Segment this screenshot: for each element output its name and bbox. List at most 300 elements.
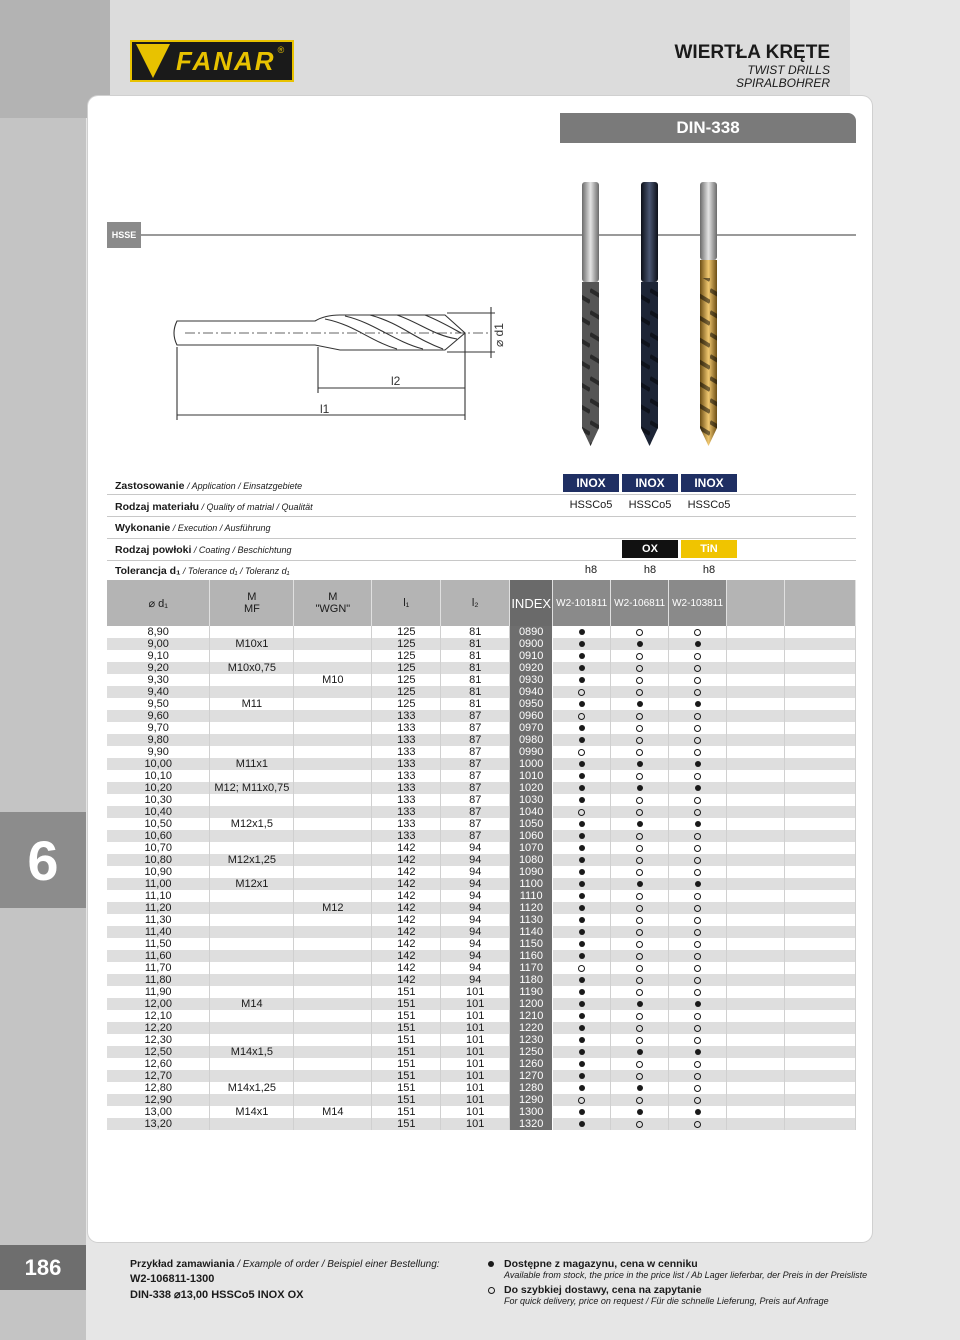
in-stock-icon xyxy=(695,1049,701,1055)
cell-empty xyxy=(727,818,785,830)
cell-wgn xyxy=(294,998,372,1010)
cell-l2: 87 xyxy=(441,710,510,722)
cell-availability xyxy=(611,962,669,974)
cell-index: 0960 xyxy=(510,710,553,722)
cell-d1: 10,80 xyxy=(107,854,210,866)
table-row xyxy=(107,722,856,734)
cell-wgn xyxy=(294,686,372,698)
cell-mf xyxy=(210,626,294,638)
cell-empty xyxy=(785,1106,856,1118)
cell-availability xyxy=(553,866,611,878)
cell-l1: 142 xyxy=(372,866,441,878)
cell-l1: 151 xyxy=(372,1058,441,1070)
cell-wgn xyxy=(294,842,372,854)
cell-d1: 8,90 xyxy=(107,626,210,638)
on-request-icon xyxy=(636,713,643,720)
cell-l2: 81 xyxy=(441,650,510,662)
cell-availability xyxy=(611,650,669,662)
cell-availability xyxy=(611,626,669,638)
cell-empty xyxy=(727,1010,785,1022)
cell-l1: 142 xyxy=(372,914,441,926)
in-stock-icon xyxy=(488,1261,494,1267)
cell-wgn xyxy=(294,1058,372,1070)
cell-empty xyxy=(785,854,856,866)
cell-mf xyxy=(210,650,294,662)
cell-l1: 125 xyxy=(372,698,441,710)
col-index: INDEX xyxy=(510,580,553,626)
cell-availability xyxy=(553,698,611,710)
cell-mf xyxy=(210,914,294,926)
cell-availability xyxy=(553,1034,611,1046)
cell-l1: 142 xyxy=(372,926,441,938)
cell-mf: M14x1,25 xyxy=(210,1082,294,1094)
cell-empty xyxy=(785,926,856,938)
cell-d1: 9,10 xyxy=(107,650,210,662)
cell-availability xyxy=(669,638,727,650)
material-value: HSSCo5 xyxy=(687,499,731,511)
table-row xyxy=(107,914,856,926)
table-row xyxy=(107,818,856,830)
cell-availability xyxy=(611,902,669,914)
cell-empty xyxy=(785,1118,856,1130)
cell-wgn xyxy=(294,794,372,806)
cell-availability xyxy=(611,1070,669,1082)
in-stock-icon xyxy=(579,881,585,887)
material-value: HSSCo5 xyxy=(569,499,613,511)
cell-wgn xyxy=(294,830,372,842)
cell-empty xyxy=(727,902,785,914)
cell-d1: 12,90 xyxy=(107,1094,210,1106)
cell-wgn xyxy=(294,710,372,722)
cell-availability xyxy=(553,806,611,818)
table-header xyxy=(107,580,856,626)
cell-d1: 10,00 xyxy=(107,758,210,770)
in-stock-icon xyxy=(637,701,643,707)
cell-availability xyxy=(553,830,611,842)
cell-l2: 94 xyxy=(441,854,510,866)
cell-availability xyxy=(611,854,669,866)
cell-empty xyxy=(785,770,856,782)
table-row xyxy=(107,902,856,914)
cell-l1: 151 xyxy=(372,1010,441,1022)
table-row xyxy=(107,878,856,890)
in-stock-icon xyxy=(695,785,701,791)
cell-l1: 151 xyxy=(372,986,441,998)
in-stock-icon xyxy=(579,737,585,743)
cell-l2: 101 xyxy=(441,998,510,1010)
cell-wgn xyxy=(294,1046,372,1058)
table-row xyxy=(107,806,856,818)
on-request-icon xyxy=(694,1121,701,1128)
cell-availability xyxy=(553,650,611,662)
on-request-icon xyxy=(636,905,643,912)
in-stock-icon xyxy=(637,881,643,887)
cell-availability xyxy=(669,650,727,662)
prop-application: Zastosowanie / Application / Einsatzgebiete xyxy=(115,480,303,492)
divider xyxy=(107,538,856,539)
cell-availability xyxy=(611,950,669,962)
cell-empty xyxy=(727,710,785,722)
cell-wgn xyxy=(294,1034,372,1046)
table-row xyxy=(107,1118,856,1130)
cell-l1: 125 xyxy=(372,650,441,662)
cell-availability xyxy=(553,722,611,734)
cell-wgn xyxy=(294,662,372,674)
page-number: 186 xyxy=(0,1245,86,1290)
cell-empty xyxy=(785,890,856,902)
cell-l2: 87 xyxy=(441,806,510,818)
cell-l2: 101 xyxy=(441,1022,510,1034)
in-stock-icon xyxy=(579,1121,585,1127)
cell-availability xyxy=(611,938,669,950)
in-stock-icon xyxy=(579,1013,585,1019)
cell-d1: 9,00 xyxy=(107,638,210,650)
cell-empty xyxy=(785,974,856,986)
cell-wgn xyxy=(294,890,372,902)
drill-silver xyxy=(582,182,599,446)
cell-empty xyxy=(727,1118,785,1130)
cell-wgn xyxy=(294,1082,372,1094)
in-stock-icon xyxy=(579,1037,585,1043)
cell-empty xyxy=(727,890,785,902)
cell-mf xyxy=(210,674,294,686)
cell-index: 1130 xyxy=(510,914,553,926)
cell-l1: 142 xyxy=(372,902,441,914)
on-request-icon xyxy=(636,1013,643,1020)
on-request-icon xyxy=(636,941,643,948)
on-request-icon xyxy=(694,833,701,840)
cell-empty xyxy=(727,686,785,698)
cell-wgn xyxy=(294,974,372,986)
on-request-icon xyxy=(694,965,701,972)
table-row xyxy=(107,1010,856,1022)
cell-l1: 142 xyxy=(372,974,441,986)
on-request-icon xyxy=(636,737,643,744)
cell-availability xyxy=(669,698,727,710)
on-request-icon xyxy=(578,965,585,972)
on-request-icon xyxy=(694,893,701,900)
cell-availability xyxy=(669,890,727,902)
material-tag: HSSE xyxy=(107,222,141,248)
cell-availability xyxy=(553,710,611,722)
cell-availability xyxy=(669,722,727,734)
cell-index: 1160 xyxy=(510,950,553,962)
cell-availability xyxy=(669,626,727,638)
on-request-icon xyxy=(694,1013,701,1020)
cell-d1: 9,50 xyxy=(107,698,210,710)
cell-l2: 94 xyxy=(441,890,510,902)
cell-wgn: M14 xyxy=(294,1106,372,1118)
cell-availability xyxy=(611,1118,669,1130)
cell-d1: 9,20 xyxy=(107,662,210,674)
cell-index: 1050 xyxy=(510,818,553,830)
cell-wgn xyxy=(294,758,372,770)
on-request-icon xyxy=(694,953,701,960)
on-request-icon xyxy=(694,713,701,720)
cell-index: 1210 xyxy=(510,1010,553,1022)
cell-availability xyxy=(669,926,727,938)
on-request-icon xyxy=(694,941,701,948)
cell-l1: 125 xyxy=(372,686,441,698)
on-request-icon xyxy=(636,689,643,696)
cell-empty xyxy=(785,866,856,878)
cell-d1: 13,00 xyxy=(107,1106,210,1118)
application-value: INOX xyxy=(681,474,737,492)
cell-availability xyxy=(553,758,611,770)
cell-empty xyxy=(727,794,785,806)
cell-l2: 94 xyxy=(441,878,510,890)
cell-l2: 87 xyxy=(441,746,510,758)
cell-availability xyxy=(553,674,611,686)
cell-empty xyxy=(727,650,785,662)
in-stock-icon xyxy=(637,1049,643,1055)
cell-l1: 133 xyxy=(372,782,441,794)
cell-availability xyxy=(669,782,727,794)
cell-index: 0890 xyxy=(510,626,553,638)
cell-l2: 101 xyxy=(441,1010,510,1022)
coating-tin: TiN xyxy=(681,540,737,558)
cell-d1: 11,40 xyxy=(107,926,210,938)
cell-mf xyxy=(210,1070,294,1082)
cell-mf xyxy=(210,926,294,938)
cell-empty xyxy=(727,1046,785,1058)
tolerance-value: h8 xyxy=(584,564,598,576)
in-stock-icon xyxy=(579,665,585,671)
cell-empty xyxy=(785,902,856,914)
cell-empty xyxy=(727,926,785,938)
col-code-1: W2-101811 xyxy=(553,580,611,626)
in-stock-icon xyxy=(695,641,701,647)
cell-availability xyxy=(669,1058,727,1070)
on-request-icon xyxy=(694,737,701,744)
cell-index: 1270 xyxy=(510,1070,553,1082)
cell-index: 1010 xyxy=(510,770,553,782)
cell-availability xyxy=(611,878,669,890)
on-request-icon xyxy=(578,713,585,720)
cell-l2: 94 xyxy=(441,926,510,938)
cell-d1: 10,10 xyxy=(107,770,210,782)
in-stock-icon xyxy=(637,641,643,647)
on-request-icon xyxy=(694,845,701,852)
cell-l2: 81 xyxy=(441,662,510,674)
on-request-icon xyxy=(636,833,643,840)
cell-mf: M10x1 xyxy=(210,638,294,650)
in-stock-icon xyxy=(579,1061,585,1067)
cell-l2: 81 xyxy=(441,698,510,710)
cell-wgn xyxy=(294,650,372,662)
cell-wgn xyxy=(294,770,372,782)
on-request-icon xyxy=(636,1121,643,1128)
cell-index: 1090 xyxy=(510,866,553,878)
cell-availability xyxy=(611,806,669,818)
cell-mf xyxy=(210,794,294,806)
table-row xyxy=(107,698,856,710)
cell-d1: 9,90 xyxy=(107,746,210,758)
cell-empty xyxy=(727,998,785,1010)
cell-index: 1030 xyxy=(510,794,553,806)
in-stock-icon xyxy=(579,761,585,767)
cell-l1: 151 xyxy=(372,1046,441,1058)
cell-availability xyxy=(669,950,727,962)
cell-l2: 87 xyxy=(441,818,510,830)
table-row xyxy=(107,662,856,674)
cell-availability xyxy=(669,1118,727,1130)
in-stock-icon xyxy=(579,1049,585,1055)
in-stock-icon xyxy=(579,785,585,791)
chapter-number: 6 xyxy=(0,812,86,908)
cell-availability xyxy=(611,866,669,878)
table-row xyxy=(107,686,856,698)
cell-mf xyxy=(210,950,294,962)
on-request-icon xyxy=(694,629,701,636)
cell-availability xyxy=(669,914,727,926)
cell-availability xyxy=(553,950,611,962)
cell-l1: 151 xyxy=(372,1118,441,1130)
cell-l2: 94 xyxy=(441,938,510,950)
application-value: INOX xyxy=(563,474,619,492)
on-request-icon xyxy=(694,653,701,660)
drill-photos xyxy=(570,178,750,450)
table-row xyxy=(107,1022,856,1034)
table-row xyxy=(107,830,856,842)
table-row xyxy=(107,1082,856,1094)
standard-banner: DIN-338 xyxy=(560,113,856,143)
cell-mf xyxy=(210,974,294,986)
cell-l1: 142 xyxy=(372,854,441,866)
drill-diagram xyxy=(165,295,510,425)
on-request-icon xyxy=(694,1073,701,1080)
cell-l2: 87 xyxy=(441,722,510,734)
on-request-icon xyxy=(578,689,585,696)
on-request-icon xyxy=(694,773,701,780)
table-row xyxy=(107,1070,856,1082)
cell-l1: 142 xyxy=(372,890,441,902)
cell-availability xyxy=(553,1082,611,1094)
cell-availability xyxy=(611,662,669,674)
cell-l1: 133 xyxy=(372,722,441,734)
cell-l1: 133 xyxy=(372,746,441,758)
cell-empty xyxy=(785,962,856,974)
cell-mf xyxy=(210,830,294,842)
in-stock-icon xyxy=(695,701,701,707)
in-stock-icon xyxy=(579,653,585,659)
cell-d1: 11,70 xyxy=(107,962,210,974)
table-row xyxy=(107,674,856,686)
cell-empty xyxy=(727,1070,785,1082)
col-code-3: W2-103811 xyxy=(669,580,727,626)
drill-table xyxy=(107,580,856,1130)
cell-availability xyxy=(553,962,611,974)
table-row xyxy=(107,626,856,638)
cell-empty xyxy=(727,746,785,758)
cell-availability xyxy=(669,1034,727,1046)
cell-empty xyxy=(785,1058,856,1070)
cell-availability xyxy=(611,686,669,698)
on-request-icon xyxy=(636,809,643,816)
col-l1: l₁ xyxy=(372,580,441,626)
cell-availability xyxy=(611,1034,669,1046)
cell-availability xyxy=(669,794,727,806)
cell-wgn: M12 xyxy=(294,902,372,914)
on-request-icon xyxy=(694,1097,701,1104)
cell-availability xyxy=(611,674,669,686)
cell-availability xyxy=(553,1118,611,1130)
on-request-icon xyxy=(578,1097,585,1104)
on-request-icon xyxy=(694,1037,701,1044)
table-row xyxy=(107,938,856,950)
table-row xyxy=(107,998,856,1010)
cell-availability xyxy=(553,998,611,1010)
table-row xyxy=(107,926,856,938)
cell-wgn xyxy=(294,806,372,818)
cell-availability xyxy=(553,854,611,866)
cell-empty xyxy=(785,782,856,794)
cell-wgn xyxy=(294,638,372,650)
in-stock-icon xyxy=(579,857,585,863)
table-row xyxy=(107,734,856,746)
on-request-icon xyxy=(636,953,643,960)
cell-empty xyxy=(727,638,785,650)
table-row xyxy=(107,866,856,878)
cell-d1: 12,30 xyxy=(107,1034,210,1046)
cell-empty xyxy=(785,878,856,890)
cell-availability xyxy=(611,818,669,830)
on-request-icon xyxy=(636,917,643,924)
cell-availability xyxy=(553,626,611,638)
in-stock-icon xyxy=(579,905,585,911)
cell-empty xyxy=(727,986,785,998)
in-stock-icon xyxy=(579,833,585,839)
cell-d1: 13,20 xyxy=(107,1118,210,1130)
cell-availability xyxy=(553,818,611,830)
cell-l2: 87 xyxy=(441,794,510,806)
cell-l1: 151 xyxy=(372,1070,441,1082)
cell-availability xyxy=(611,1106,669,1118)
cell-empty xyxy=(727,938,785,950)
cell-d1: 12,00 xyxy=(107,998,210,1010)
cell-d1: 12,10 xyxy=(107,1010,210,1022)
cell-wgn xyxy=(294,782,372,794)
cell-index: 1080 xyxy=(510,854,553,866)
cell-l2: 94 xyxy=(441,842,510,854)
cell-availability xyxy=(669,938,727,950)
cell-availability xyxy=(553,1106,611,1118)
cell-l1: 125 xyxy=(372,626,441,638)
cell-d1: 9,40 xyxy=(107,686,210,698)
on-request-icon xyxy=(694,869,701,876)
col-wgn: M "WGN" xyxy=(294,580,372,626)
in-stock-icon xyxy=(579,845,585,851)
cell-d1: 10,90 xyxy=(107,866,210,878)
table-row xyxy=(107,986,856,998)
cell-d1: 10,40 xyxy=(107,806,210,818)
in-stock-icon xyxy=(579,893,585,899)
on-request-icon xyxy=(636,653,643,660)
on-request-icon xyxy=(488,1287,495,1294)
cell-mf xyxy=(210,1022,294,1034)
in-stock-icon xyxy=(695,881,701,887)
on-request-icon xyxy=(636,749,643,756)
cell-availability xyxy=(669,962,727,974)
cell-empty xyxy=(785,722,856,734)
cell-empty xyxy=(785,1094,856,1106)
table-row xyxy=(107,782,856,794)
cell-availability xyxy=(553,1094,611,1106)
cell-mf xyxy=(210,746,294,758)
cell-l2: 101 xyxy=(441,1106,510,1118)
table-row xyxy=(107,770,856,782)
divider xyxy=(107,494,856,495)
